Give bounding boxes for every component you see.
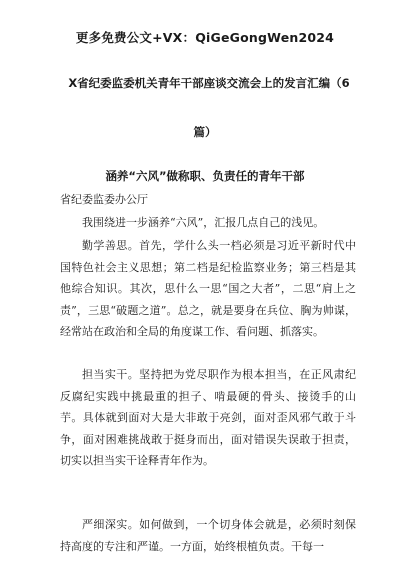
body-paragraph: 我围绕进一步涵养“六风”，汇报几点自己的浅见。 <box>82 216 325 229</box>
document-title: X省纪委监委机关青年干部座谈交流会上的发言汇编（6 <box>68 76 350 90</box>
body-paragraph: 严细深实。如何做到，一个切身体会就是，必须时刻保持高度的专注和严谨。一方面，始终根植负责。干每一 <box>60 518 356 553</box>
promo-header: 更多免费公文+VX：QiGeGongWen2024 <box>75 30 335 45</box>
body-paragraph: 担当实干。坚持把为党尽职作为根本担当，在正风肃纪反腐纪实践中挑最重的担子、啃最硬的骨头、接烫手的山芋。具体就到面对大是大非敢于亮剑，面对歪风邪气敢于斗争，面对困难挑战敢于挺身而出，面对错误失误敢于担责，切实以担当实干诠释青年作为。 <box>60 368 356 468</box>
author-line: 省纪委监委办公厅 <box>60 193 148 206</box>
document-title-continuation: 篇） <box>193 125 217 139</box>
section-heading: 涵养“六风”做称职、负责任的青年干部 <box>105 169 305 183</box>
body-paragraph: 勤学善思。首先，学什么头一档必须是习近平新时代中国特色社会主义思想；第二档是纪检监察业务；第三档是其他综合知识。其次，思什么一思“国之大者”，二思“肩上之责”，三思“破题之道”。总之，就是要身在兵位、胸为帅谋，经常站在政治和全局的角度谋工作、看问题、抓落实。 <box>60 239 356 339</box>
